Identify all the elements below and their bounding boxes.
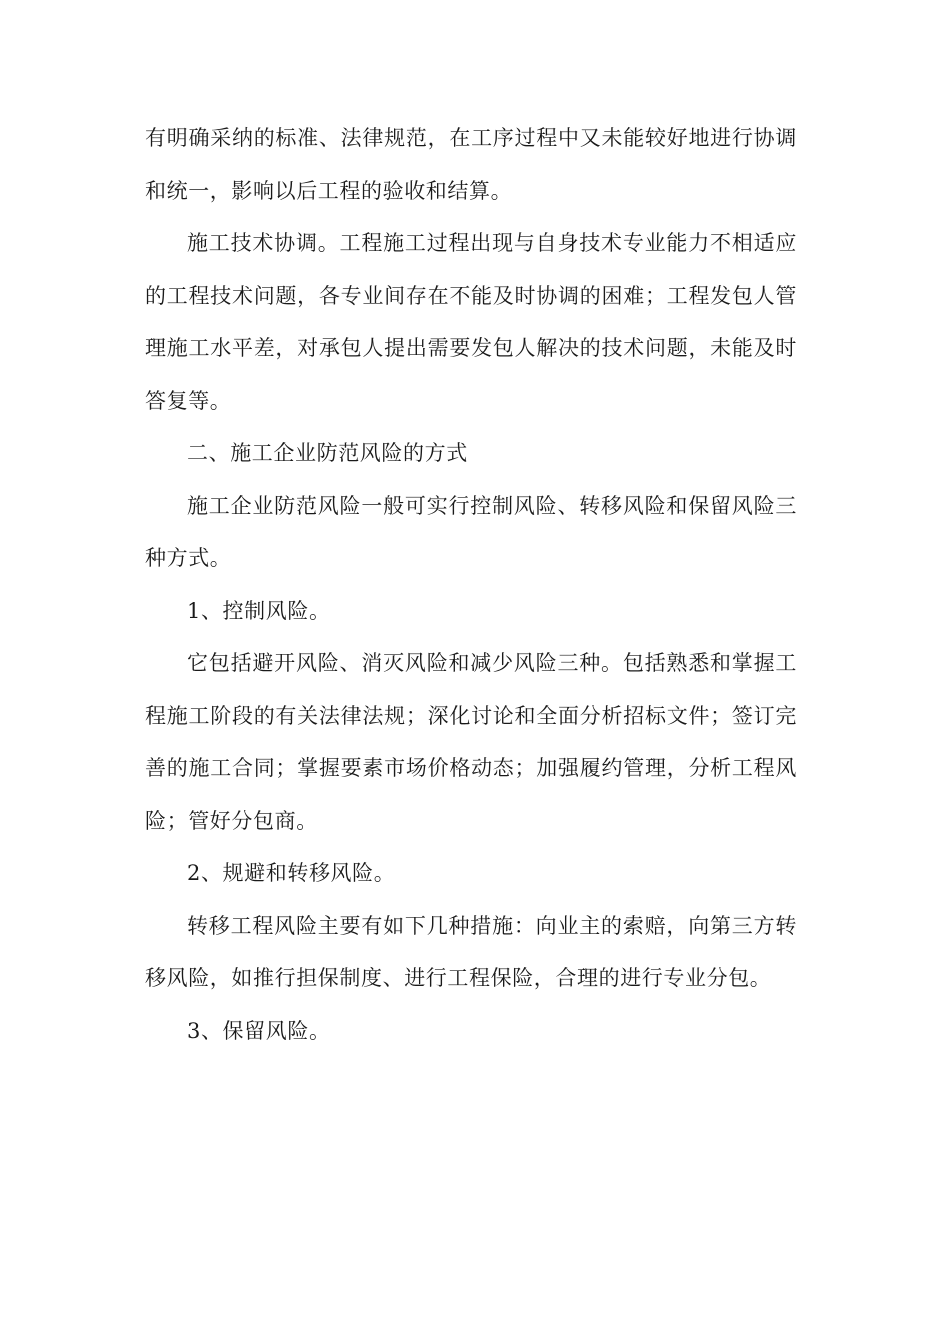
paragraph-transfer-risk: 转移工程风险主要有如下几种措施：向业主的索赔，向第三方转移风险，如推行担保制度、进行工程保险，合理的进行专业分包。: [145, 913, 797, 990]
section-heading-risk-prevention: 二、施工企业防范风险的方式: [187, 441, 468, 465]
subheading-control-risk: 1、控制风险。: [187, 598, 331, 623]
document-body: [145, 112, 797, 1057]
subheading-retain-risk: 3、保留风险。: [187, 1018, 331, 1043]
paragraph-technical-coordination: 施工技术协调。工程施工过程出现与自身技术专业能力不相适应的工程技术问题，各专业间存在不能及时协调的困难；工程发包人管理施工水平差，对承包人提出需要发包人解决的技术问题，未能及时答复等。: [145, 231, 797, 413]
paragraph-control-risk: 它包括避开风险、消灭风险和减少风险三种。包括熟悉和掌握工程施工阶段的有关法律法规；深化讨论和全面分析招标文件；签订完善的施工合同；掌握要素市场价格动态；加强履约管理，分析工程风险；管好分包商。: [145, 651, 797, 833]
subheading-transfer-risk: 2、规避和转移风险。: [187, 861, 396, 885]
paragraph-risk-methods: 施工企业防范风险一般可实行控制风险、转移风险和保留风险三种方式。: [145, 493, 797, 570]
paragraph-continuation: 有明确采纳的标准、法律规范，在工序过程中又未能较好地进行协调和统一，影响以后工程的验收和结算。: [145, 126, 797, 203]
